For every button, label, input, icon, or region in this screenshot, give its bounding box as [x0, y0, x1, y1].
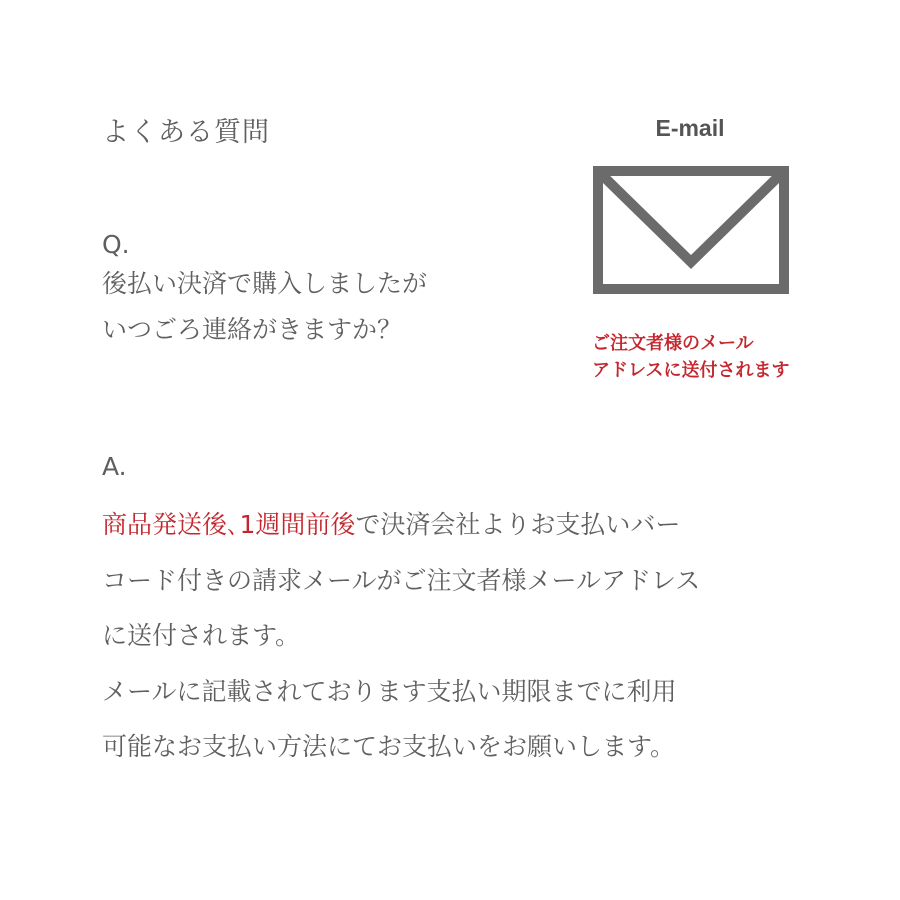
answer-line: メールに記載されております支払い期限までに利用: [102, 676, 677, 706]
question-marker: Q.: [102, 230, 130, 259]
answer-line: に送付されます。: [102, 621, 301, 650]
answer-line: [102, 497, 700, 553]
answer-line-rest: で決済会社よりお支払いバー: [355, 510, 681, 539]
answer-line: 可能なお支払い方法にてお支払いをお願いします。: [102, 732, 676, 761]
email-label: E-mail: [655, 115, 725, 141]
question-line: いつごろ連絡がきますか？: [102, 315, 403, 344]
answer-line: コード付きの請求メールがご注文者様メールアドレス: [102, 565, 701, 595]
envelope-icon: [593, 166, 789, 298]
answer-marker: A.: [102, 452, 127, 481]
answer-body: [102, 497, 700, 775]
email-note: [592, 330, 789, 384]
question-line: 後払い決済で購入しましたが: [102, 269, 428, 298]
answer-highlight: 商品発送後､1週間前後: [102, 510, 356, 539]
email-note-line: ご注文者様のメール: [592, 333, 754, 354]
question-block: [102, 229, 427, 353]
email-note-line: アドレスに送付されます: [592, 360, 790, 381]
faq-title: よくある質問: [102, 117, 270, 148]
